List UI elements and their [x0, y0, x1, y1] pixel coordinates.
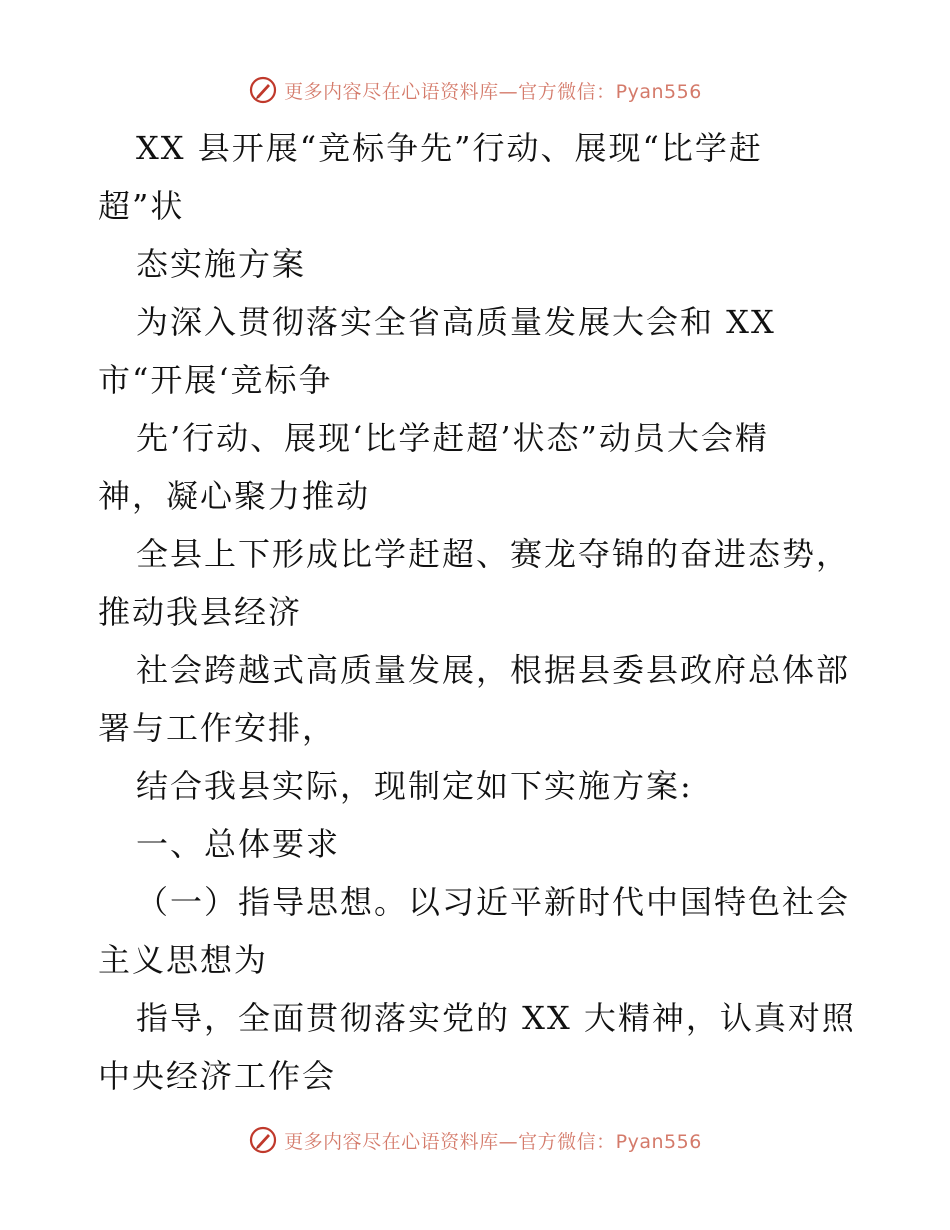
pen-logo-icon [248, 1125, 278, 1155]
paragraph-line: 为深入贯彻落实全省高质量发展大会和 XX [136, 303, 776, 341]
title-line-1: XX 县开展“竞标争先”行动、展现“比学赶 [136, 129, 763, 167]
watermark-text: 更多内容尽在心语资料库—官方微信：Pyan556 [284, 80, 702, 103]
title-line-3: 态实施方案 [136, 245, 307, 283]
paragraph-line: 推动我县经济 [98, 593, 303, 631]
paragraph-line: 全县上下形成比学赶超、赛龙夺锦的奋进态势， [136, 535, 851, 573]
section-heading: 一、总体要求 [136, 825, 341, 863]
title-line-2: 超”状 [98, 187, 185, 225]
paragraph-line: 先’行动、展现‘比学赶超’状态”动员大会精 [136, 419, 769, 457]
paragraph-line: 中央经济工作会 [98, 1057, 337, 1095]
paragraph-line: 署与工作安排， [98, 709, 337, 747]
paragraph-line: 主义思想为 [98, 941, 269, 979]
watermark-text: 更多内容尽在心语资料库—官方微信：Pyan556 [284, 1130, 702, 1153]
paragraph-line: （一）指导思想。以习近平新时代中国特色社会 [136, 883, 851, 921]
paragraph-line: 社会跨越式高质量发展，根据县委县政府总体部 [136, 651, 851, 689]
paragraph-line: 结合我县实际，现制定如下实施方案: [136, 767, 693, 805]
paragraph-line: 指导，全面贯彻落实党的 XX 大精神，认真对照 [136, 999, 856, 1037]
paragraph-line: 神，凝心聚力推动 [98, 477, 371, 515]
paragraph-line: 市“开展‘竞标争 [98, 361, 333, 399]
watermark-footer [0, 1120, 950, 1160]
